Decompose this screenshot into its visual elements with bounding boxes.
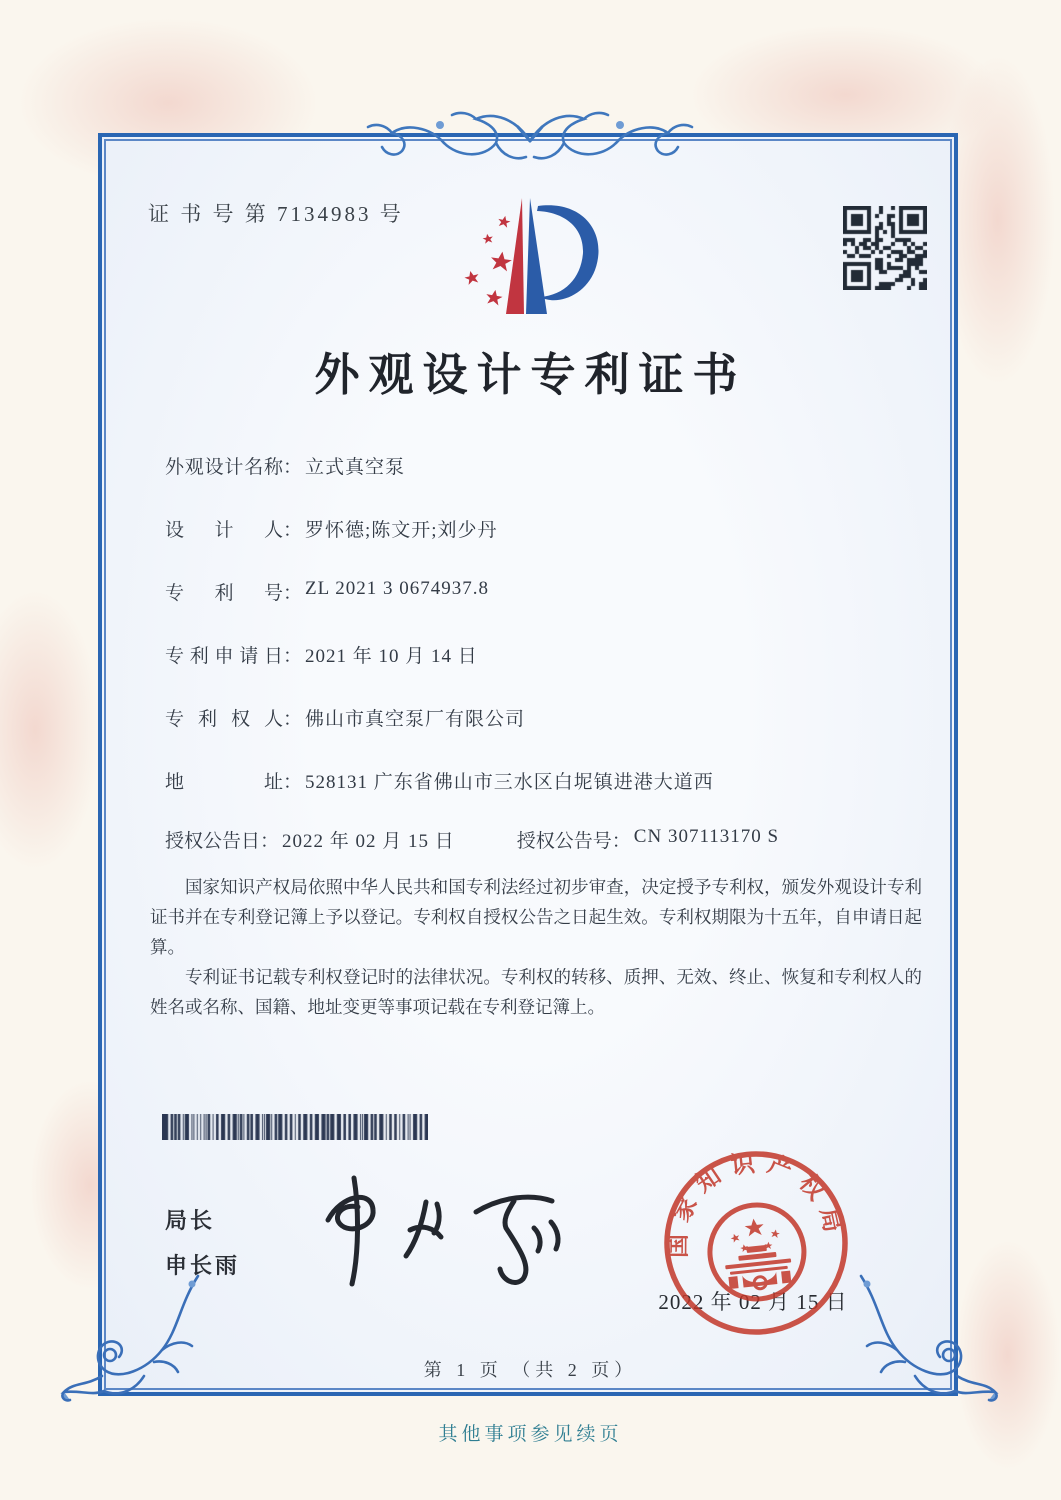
field-address: [165, 767, 905, 797]
continuation-note: 其他事项参见续页: [438, 1424, 623, 1445]
field-colon: ：: [283, 457, 303, 478]
barcode: [162, 1114, 428, 1140]
signature-handwriting: [298, 1168, 568, 1290]
field-colon: ：: [260, 831, 280, 852]
grant-number-label: 授权公告号: [516, 831, 612, 852]
grant-number-value: CN 307113170 S: [633, 826, 780, 847]
field-value: 佛山市真空泵厂有限公司: [305, 709, 526, 730]
field-colon: ：: [283, 646, 303, 667]
grant-date-label: 授权公告日: [165, 831, 261, 852]
page-indicator: 第 1 页 （共 2 页）: [423, 1360, 638, 1380]
field-designers: [165, 515, 905, 545]
seal-date: 2022 年 02 月 15 日: [658, 1290, 848, 1314]
field-label: 专利权人: [165, 709, 283, 730]
grant-number-pair: [517, 826, 779, 853]
legal-paragraph-1: 国家知识产权局依照中华人民共和国专利法经过初步审查，决定授予专利权，颁发外观设计专利证书并在专利登记簿上予以登记。专利权自授权公告之日起生效。专利权期限为十五年，自申请日起算。: [150, 877, 922, 957]
pink-watermark: [0, 590, 100, 870]
field-value: 528131 广东省佛山市三水区白坭镇进港大道西: [305, 772, 714, 793]
national-emblem-icon: [705, 1200, 808, 1303]
field-list: [165, 452, 905, 830]
field-value: 罗怀德;陈文开;刘少丹: [305, 520, 498, 541]
field-value: 立式真空泵: [305, 457, 406, 478]
qr-code: [843, 206, 927, 290]
signer-name: 申长雨: [165, 1253, 241, 1278]
field-label: 设计人: [165, 520, 283, 541]
field-patentee: [165, 704, 905, 734]
field-colon: ：: [283, 709, 303, 730]
agency-seal: [653, 1140, 859, 1346]
grant-row: [165, 826, 779, 853]
certificate-title: 外观设计专利证书: [314, 350, 747, 400]
grant-date-pair: [165, 826, 455, 853]
field-colon: ：: [283, 772, 303, 793]
corner-flourish-icon: [851, 1258, 1001, 1408]
field-colon: ：: [611, 831, 631, 852]
dragon-ornament-icon: [318, 101, 742, 167]
field-value: 2021 年 10 月 14 日: [305, 646, 478, 667]
signer-block: [165, 1204, 240, 1294]
field-label: 地址: [165, 772, 283, 793]
field-label: 专利申请日: [165, 646, 283, 667]
field-label: 外观设计名称: [165, 457, 283, 478]
svg-text:国家知识产权局: [655, 1141, 849, 1261]
field-colon: ：: [283, 583, 303, 604]
grant-date-value: 2022 年 02 月 15 日: [282, 831, 455, 852]
signer-title: 局长: [165, 1208, 216, 1233]
certificate-number: 证 书 号 第 7134983 号: [148, 202, 404, 226]
field-label: 专利号: [165, 583, 283, 604]
legal-text: [150, 872, 922, 1022]
seal-agency-text: 国家知识产权局: [665, 1150, 848, 1259]
field-filing-date: [165, 641, 905, 671]
legal-paragraph-2: 专利证书记载专利权登记时的法律状况。专利权的转移、质押、无效、终止、恢复和专利权人的姓名或名称、国籍、地址变更等事项记载在专利登记簿上。: [150, 967, 922, 1017]
cnipa-logo-icon: [452, 194, 612, 328]
field-colon: ：: [283, 520, 303, 541]
field-value: ZL 2021 3 0674937.8: [305, 578, 490, 599]
field-design-name: [165, 452, 905, 482]
field-patent-number: [165, 578, 905, 608]
